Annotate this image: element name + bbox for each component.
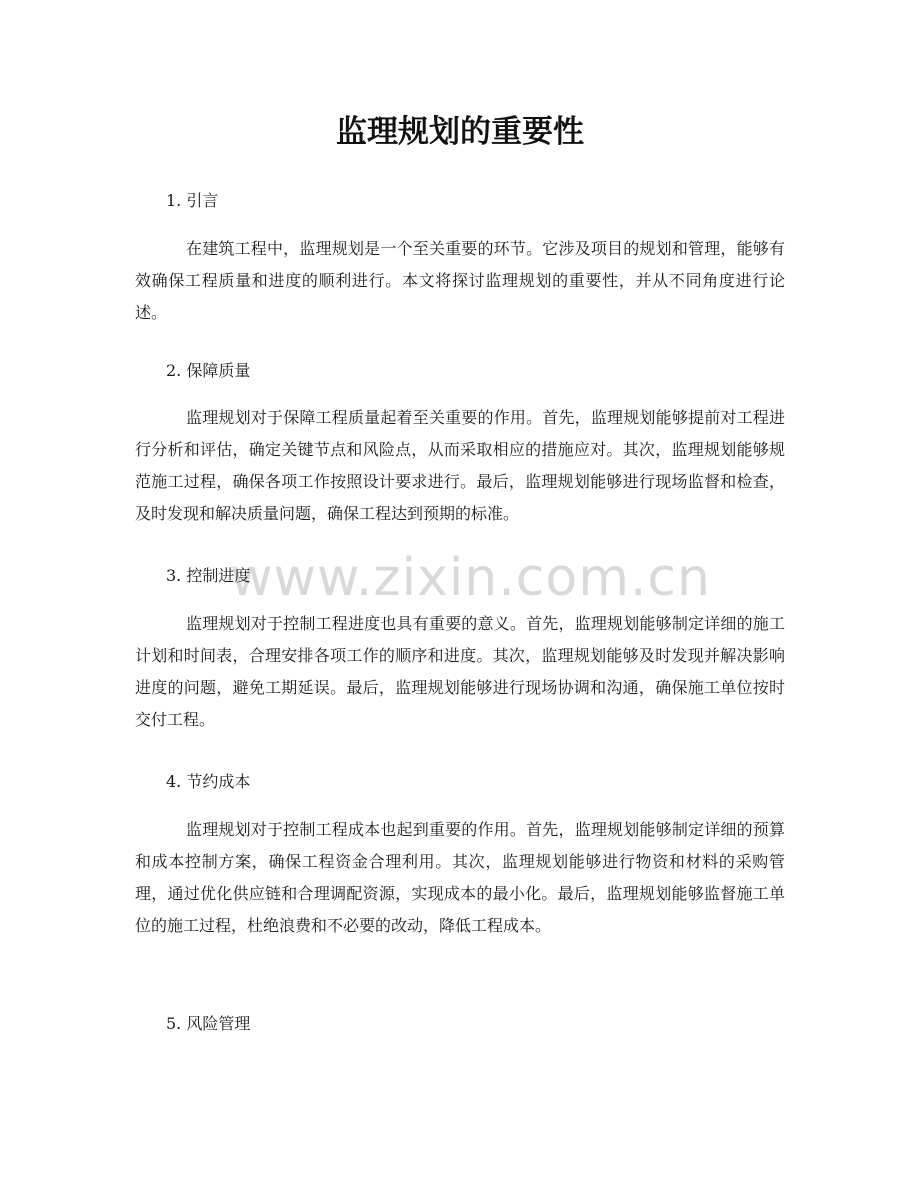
- document-title: 监理规划的重要性: [336, 114, 584, 150]
- section-heading-intro: 1. 引言: [166, 191, 219, 210]
- section-heading-quality: 2. 保障质量: [166, 361, 251, 380]
- section-paragraph-quality: 监理规划对于保障工程质量起着至关重要的作用。首先，监理规划能够提前对工程进行分析和评估，确定关键节点和风险点，从而采取相应的措施应对。其次，监理规划能够规范施工过程，确保各项工作按照设计要求进行。最后，监理规划能够进行现场监督和检查，及时发现和解决质量问题，确保工程达到预期的标准。: [135, 408, 785, 523]
- section-heading-cost: 4. 节约成本: [166, 772, 251, 791]
- section-heading-risk: 5. 风险管理: [166, 1014, 251, 1033]
- section-paragraph-intro: 在建筑工程中，监理规划是一个至关重要的环节。它涉及项目的规划和管理，能够有效确保工程质量和进度的顺利进行。本文将探讨监理规划的重要性，并从不同角度进行论述。: [135, 239, 785, 322]
- watermark-text: www.zixin.com.cn: [230, 548, 711, 608]
- section-paragraph-schedule: 监理规划对于控制工程进度也具有重要的意义。首先，监理规划能够制定详细的施工计划和时间表，合理安排各项工作的顺序和进度。其次，监理规划能够及时发现并解决影响进度的问题，避免工期延误。最后，监理规划能够进行现场协调和沟通，确保施工单位按时交付工程。: [135, 614, 785, 729]
- section-heading-schedule: 3. 控制进度: [166, 566, 251, 585]
- section-paragraph-cost: 监理规划对于控制工程成本也起到重要的作用。首先，监理规划能够制定详细的预算和成本控制方案，确保工程资金合理利用。其次，监理规划能够进行物资和材料的采购管理，通过优化供应链和合理调配资源，实现成本的最小化。最后，监理规划能够监督施工单位的施工过程，杜绝浪费和不必要的改动，降低工程成本。: [135, 820, 785, 935]
